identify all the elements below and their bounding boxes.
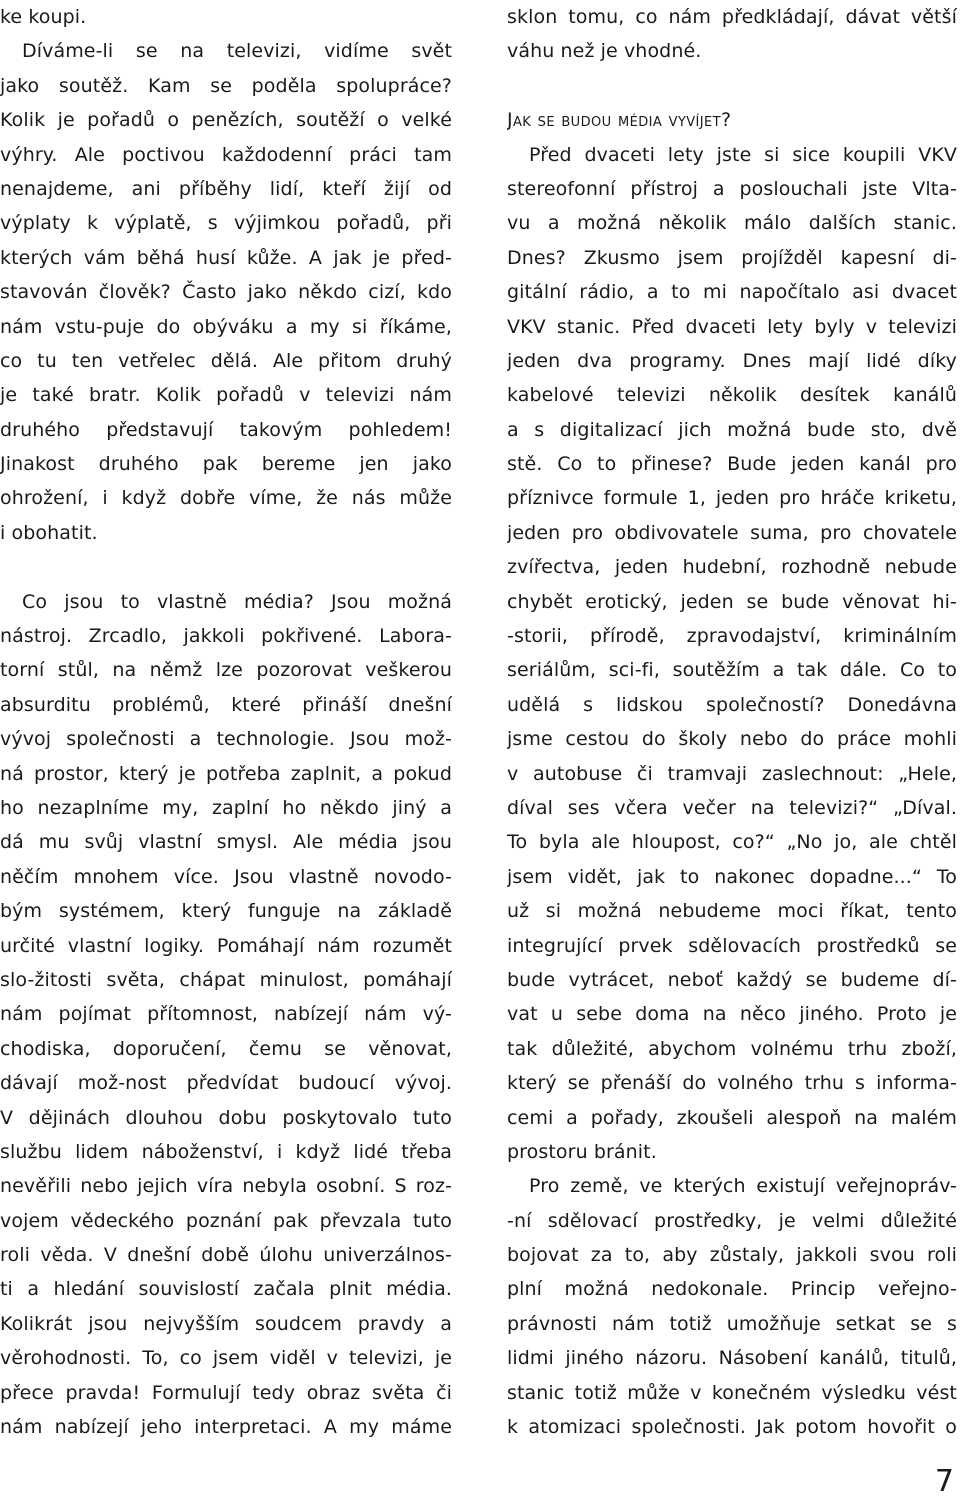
left-column-line: ti a hledání souvislostí začala plnit média. bbox=[0, 1278, 452, 1301]
left-column-line: je také bratr. Kolik pořadů v televizi nám bbox=[0, 384, 452, 407]
left-column-line: ná prostor, který je potřeba zaplnit, a pokud bbox=[0, 762, 452, 785]
left-column-line: druhého představují takovým pohledem! bbox=[0, 418, 452, 441]
right-column-line: Dnes? Zkusmo jsem projížděl kapesní di- bbox=[507, 246, 957, 269]
right-column-line: kabelové televizi několik desítek kanálů bbox=[507, 384, 957, 407]
right-column-line: bude vytrácet, neboť každý se budeme dí- bbox=[507, 968, 957, 991]
left-column-line: něčím mnohem více. Jsou vlastně novodo- bbox=[0, 865, 452, 888]
left-column-line: slo-žitosti světa, chápat minulost, pomáhají bbox=[0, 968, 452, 991]
right-column-line: -ní sdělovací prostředky, je velmi důležité bbox=[507, 1209, 957, 1232]
left-column-line: dá mu svůj vlastní smysl. Ale média jsou bbox=[0, 831, 452, 854]
right-column-line: udělá s lidskou společností? Donedávna bbox=[507, 693, 957, 716]
right-column-line: jsme cestou do školy nebo do práce mohli bbox=[507, 728, 957, 751]
right-column-line: gitální rádio, a to mi napočítalo asi dvacet bbox=[507, 281, 957, 304]
left-column-line: věrohodnosti. To, co jsem viděl v televizi, je bbox=[0, 1347, 452, 1370]
right-column-line: Před dvaceti lety jste si sice koupili VKV bbox=[529, 143, 957, 166]
right-column-line: váhu než je vhodné. bbox=[507, 40, 702, 63]
left-column-line: nástroj. Zrcadlo, jakkoli pokřivené. Labora- bbox=[0, 625, 452, 648]
left-column-line bbox=[0, 550, 452, 584]
right-column-line: -storii, přírodě, zpravodajství, kriminálním bbox=[507, 625, 957, 648]
right-column-line: díval ses včera večer na televizi?“ „Díval. bbox=[507, 796, 957, 819]
right-column-line: chybět erotický, jeden se bude věnovat hi- bbox=[507, 590, 957, 613]
right-column-line: stereofonní přístroj a poslouchali jste Vlta- bbox=[507, 177, 957, 200]
right-column-line: jeden dva programy. Dnes mají lidé díky bbox=[507, 349, 957, 372]
right-column-line: zvířectva, jeden hudební, rozhodně nebude bbox=[507, 556, 957, 579]
right-column-line: VKV stanic. Před dvaceti lety byly v televizi bbox=[507, 315, 957, 338]
right-column-line bbox=[507, 69, 957, 103]
left-column-line: ohrožení, i když dobře víme, že nás může bbox=[0, 487, 452, 510]
left-column-line: torní stůl, na němž lze pozorovat veškerou bbox=[0, 659, 452, 682]
left-column-line: nám nabízejí jeho interpretaci. A my máme bbox=[0, 1416, 452, 1439]
right-text-column bbox=[507, 0, 957, 1444]
left-column-line: roli věda. V dnešní době úlohu univerzálnos- bbox=[0, 1244, 452, 1267]
left-column-line: chodiska, doporučení, čemu se věnovat, bbox=[0, 1037, 452, 1060]
right-column-line: vat u sebe doma na něco jiného. Proto je bbox=[507, 1003, 957, 1026]
right-column-line: lidmi jiného názoru. Násobení kanálů, titulů, bbox=[507, 1347, 957, 1370]
left-text-column bbox=[0, 0, 452, 1444]
left-column-line: dávají mož-nost předvídat budoucí vývoj. bbox=[0, 1072, 452, 1095]
right-column-line: právnosti nám totiž umožňuje setkat se s bbox=[507, 1312, 957, 1335]
right-column-line: bojovat za to, aby zůstaly, jakkoli svou roli bbox=[507, 1244, 957, 1267]
left-column-line: Kolik je pořadů o penězích, soutěží o velké bbox=[0, 109, 452, 132]
left-column-line: výplaty k výplatě, s výjimkou pořadů, při bbox=[0, 212, 452, 235]
right-column-line: cemi a pořady, zkoušeli alespoň na malém bbox=[507, 1106, 957, 1129]
right-column-line: v autobuse či tramvaji zaslechnout: „Hele, bbox=[507, 762, 957, 785]
left-column-line: Kolikrát jsou nejvyšším soudcem pravdy a bbox=[0, 1312, 452, 1335]
right-column-line: stě. Co to přinese? Bude jeden kanál pro bbox=[507, 453, 957, 476]
left-column-line: ho nezaplníme my, zaplní ho někdo jiný a bbox=[0, 796, 452, 819]
left-column-line: V dějinách dlouhou dobu poskytovalo tuto bbox=[0, 1106, 452, 1129]
right-column-line: který se přenáší do volného trhu s informa- bbox=[507, 1072, 957, 1095]
right-column-line: sklon tomu, co nám předkládají, dávat větší bbox=[507, 6, 957, 28]
right-column-line: už si možná nebudeme moci říkat, tento bbox=[507, 900, 957, 923]
left-column-line: nám vstu-puje do obýváku a my si říkáme, bbox=[0, 315, 452, 338]
right-column-line: stanic totiž může v konečném výsledku vést bbox=[507, 1381, 957, 1404]
left-column-line: kterých vám běhá husí kůže. A jak je před- bbox=[0, 246, 452, 269]
right-column-line: tak důležité, abychom volnému trhu zboží, bbox=[507, 1037, 957, 1060]
right-column-line: integrující prvek sdělovacích prostředků se bbox=[507, 934, 957, 957]
right-column-line: vu a možná několik málo dalších stanic. bbox=[507, 212, 957, 235]
left-column-line: Co jsou to vlastně média? Jsou možná bbox=[22, 590, 452, 613]
left-column-line: nenajdeme, ani příběhy lidí, kteří žijí od bbox=[0, 177, 452, 200]
right-column-line: jsem vidět, jak to nakonec dopadne...“ To bbox=[507, 865, 957, 888]
left-column-line: ke koupi. bbox=[0, 6, 87, 28]
right-column-line: plní možná nedokonale. Princip veřejno- bbox=[507, 1278, 957, 1301]
right-column-line: jeden pro obdivovatele suma, pro chovatele bbox=[507, 521, 957, 544]
left-column-line: stavován člověk? Často jako někdo cizí, kdo bbox=[0, 281, 452, 304]
left-column-line: vývoj společnosti a technologie. Jsou mož- bbox=[0, 728, 452, 751]
page-number: 7 bbox=[934, 1464, 954, 1499]
left-column-line: co tu ten vetřelec dělá. Ale přitom druhý bbox=[0, 349, 452, 372]
left-column-line: přece pravda! Formulují tedy obraz světa či bbox=[0, 1381, 452, 1404]
right-column-line: prostoru bránit. bbox=[507, 1140, 657, 1163]
right-column-line: a s digitalizací jich možná bude sto, dvě bbox=[507, 418, 957, 441]
left-column-line: určité vlastní logiky. Pomáhají nám rozumět bbox=[0, 934, 452, 957]
left-column-line: absurditu problémů, které přináší dnešní bbox=[0, 693, 452, 716]
left-column-line: jako soutěž. Kam se poděla spolupráce? bbox=[0, 74, 452, 97]
right-column-line: k atomizaci společnosti. Jak potom hovořit o bbox=[507, 1416, 957, 1439]
left-column-line: nám pojímat přítomnost, nabízejí nám vý- bbox=[0, 1003, 452, 1026]
right-column-line: seriálům, sci-fi, soutěžím a tak dále. Co to bbox=[507, 659, 957, 682]
left-column-line: vojem vědeckého poznání pak převzala tuto bbox=[0, 1209, 452, 1232]
right-column-line: Jak se budou média vyvíjet? bbox=[507, 109, 732, 132]
right-column-line: příznivce formule 1, jeden pro hráče kriketu, bbox=[507, 487, 957, 510]
right-column-line: Pro země, ve kterých existují veřejnopráv- bbox=[529, 1175, 957, 1198]
left-column-line: bým systémem, který funguje na základě bbox=[0, 900, 452, 923]
left-column-line: i obohatit. bbox=[0, 521, 98, 544]
right-column-line: To byla ale hloupost, co?“ „No jo, ale chtěl bbox=[507, 831, 957, 854]
left-column-line: Jinakost druhého pak bereme jen jako bbox=[0, 453, 452, 476]
left-column-line: službu lidem náboženství, i když lidé třeba bbox=[0, 1140, 452, 1163]
left-column-line: výhry. Ale poctivou každodenní práci tam bbox=[0, 143, 452, 166]
left-column-line: nevěřili nebo jejich víra nebyla osobní. S roz- bbox=[0, 1175, 452, 1198]
left-column-line: Díváme-li se na televizi, vidíme svět bbox=[22, 40, 452, 63]
